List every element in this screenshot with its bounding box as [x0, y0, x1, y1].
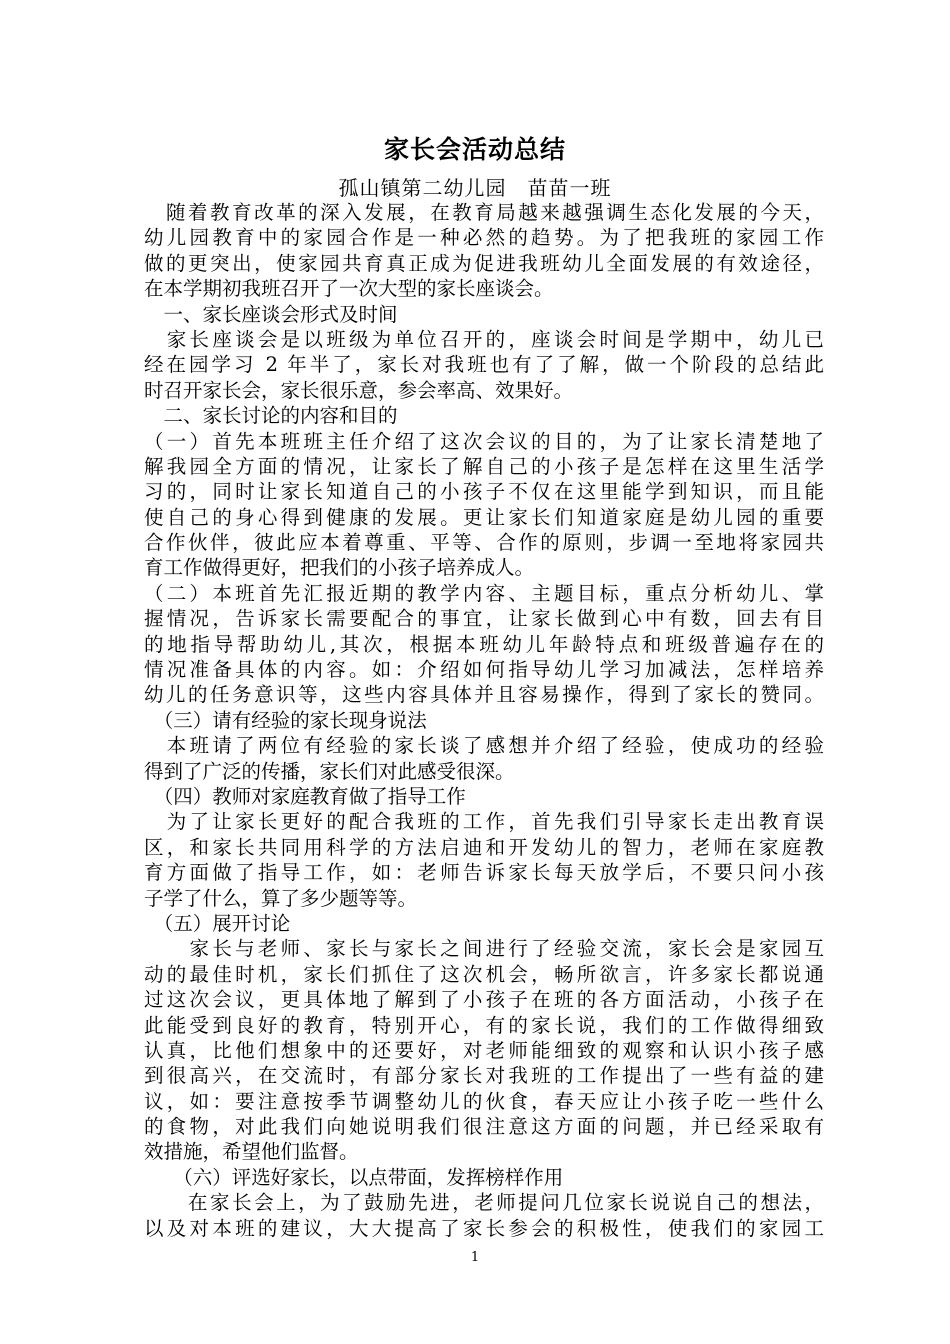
body-line: 到很高兴，在交流时，有部分家长对我班的工作提出了一些有益的建 — [144, 1064, 824, 1088]
body-line: 为了让家长更好的配合我班的工作，首先我们引导家长走出教育误 — [144, 810, 824, 834]
body-line: 解我园全方面的情况，让家长了解自己的小孩子是怎样在这里生活学 — [144, 454, 824, 478]
body-line: 的食物，对此我们向她说明我们很注意这方面的问题，并已经采取有 — [144, 1115, 824, 1139]
body-line: 过这次会议，更具体地了解到了小孩子在班的各方面活动，小孩子在 — [144, 988, 824, 1012]
body-line: 情况准备具体的内容。如：介绍如何指导幼儿学习加减法，怎样培养 — [144, 658, 824, 682]
document-title: 家长会活动总结 — [383, 135, 566, 164]
body-line: 二、家长讨论的内容和目的 — [144, 404, 398, 428]
body-line: 经在园学习 2 年半了，家长对我班也有了了解，做一个阶段的总结此 — [144, 353, 824, 377]
document-body — [144, 200, 824, 1241]
body-line: 动的最佳时机，家长们抓住了这次机会，畅所欲言，许多家长都说通 — [144, 962, 824, 986]
body-line: 幼儿的任务意识等，这些内容具体并且容易操作，得到了家长的赞同。 — [144, 683, 824, 707]
body-line: 育方面做了指导工作，如：老师告诉家长每天放学后，不要只问小孩 — [144, 861, 824, 885]
body-line: 认真，比他们想象中的还要好，对老师能细致的观察和认识小孩子感 — [144, 1038, 824, 1062]
body-line: 在家长会上，为了鼓励先进，老师提问几位家长说说自己的想法， — [144, 1191, 824, 1215]
body-line: 使自己的身心得到健康的发展。更让家长们知道家庭是幼儿园的重要 — [144, 505, 824, 529]
body-line: 合作伙伴，彼此应本着尊重、平等、合作的原则，步调一至地将家园共 — [144, 531, 824, 555]
body-line: （二）本班首先汇报近期的教学内容、主题目标，重点分析幼儿、掌 — [144, 581, 824, 605]
body-line: （一）首先本班班主任介绍了这次会议的目的，为了让家长清楚地了 — [144, 429, 824, 453]
body-line: 议，如：要注意按季节调整幼儿的伙食，春天应让小孩子吃一些什么 — [144, 1089, 824, 1113]
body-line: 一、家长座谈会形式及时间 — [144, 302, 398, 326]
body-line: 育工作做得更好，把我们的小孩子培养成人。 — [144, 556, 535, 580]
body-line: 的地指导帮助幼儿,其次，根据本班幼儿年龄特点和班级普遍存在的 — [144, 632, 824, 656]
document-subtitle: 孤山镇第二幼儿园 苗苗一班 — [338, 176, 612, 200]
body-line: 本班请了两位有经验的家长谈了感想并介绍了经验，使成功的经验 — [144, 734, 824, 758]
page-number: 1 — [470, 1250, 480, 1265]
body-line: 时召开家长会，家长很乐意，参会率高、效果好。 — [144, 378, 574, 402]
body-line: 家长与老师、家长与家长之间进行了经验交流，家长会是家园互 — [144, 937, 824, 961]
body-line: 在本学期初我班召开了一次大型的家长座谈会。 — [144, 277, 554, 301]
body-line: （三）请有经验的家长现身说法 — [144, 708, 427, 732]
body-line: （六）评选好家长，以点带面，发挥榜样作用 — [144, 1165, 564, 1189]
body-line: 效措施，希望他们监督。 — [144, 1140, 359, 1164]
body-line: （四）教师对家庭教育做了指导工作 — [144, 784, 466, 808]
body-line: 随着教育改革的深入发展，在教育局越来越强调生态化发展的今天， — [144, 201, 824, 224]
body-line: 家长座谈会是以班级为单位召开的，座谈会时间是学期中，幼儿已 — [144, 327, 824, 351]
body-line: 子学了什么，算了多少题等等。 — [144, 886, 418, 910]
body-line: 握情况，告诉家长需要配合的事宜，让家长做到心中有数，回去有目 — [144, 607, 824, 631]
body-line: 幼儿园教育中的家园合作是一种必然的趋势。为了把我班的家园工作 — [144, 226, 824, 250]
body-line: 以及对本班的建议，大大提高了家长参会的积极性，使我们的家园工 — [144, 1216, 824, 1240]
body-line: 得到了广泛的传播，家长们对此感受很深。 — [144, 759, 515, 783]
body-line: 习的，同时让家长知道自己的小孩子不仅在这里能学到知识，而且能 — [144, 480, 824, 504]
body-line: 区，和家长共同用科学的方法启迪和开发幼儿的智力，老师在家庭教 — [144, 835, 824, 859]
body-line: 做的更突出，使家园共育真正成为促进我班幼儿全面发展的有效途径， — [144, 251, 824, 275]
body-line: 此能受到良好的教育，特别开心，有的家长说，我们的工作做得细致 — [144, 1013, 824, 1037]
body-line: （五）展开讨论 — [144, 911, 291, 935]
